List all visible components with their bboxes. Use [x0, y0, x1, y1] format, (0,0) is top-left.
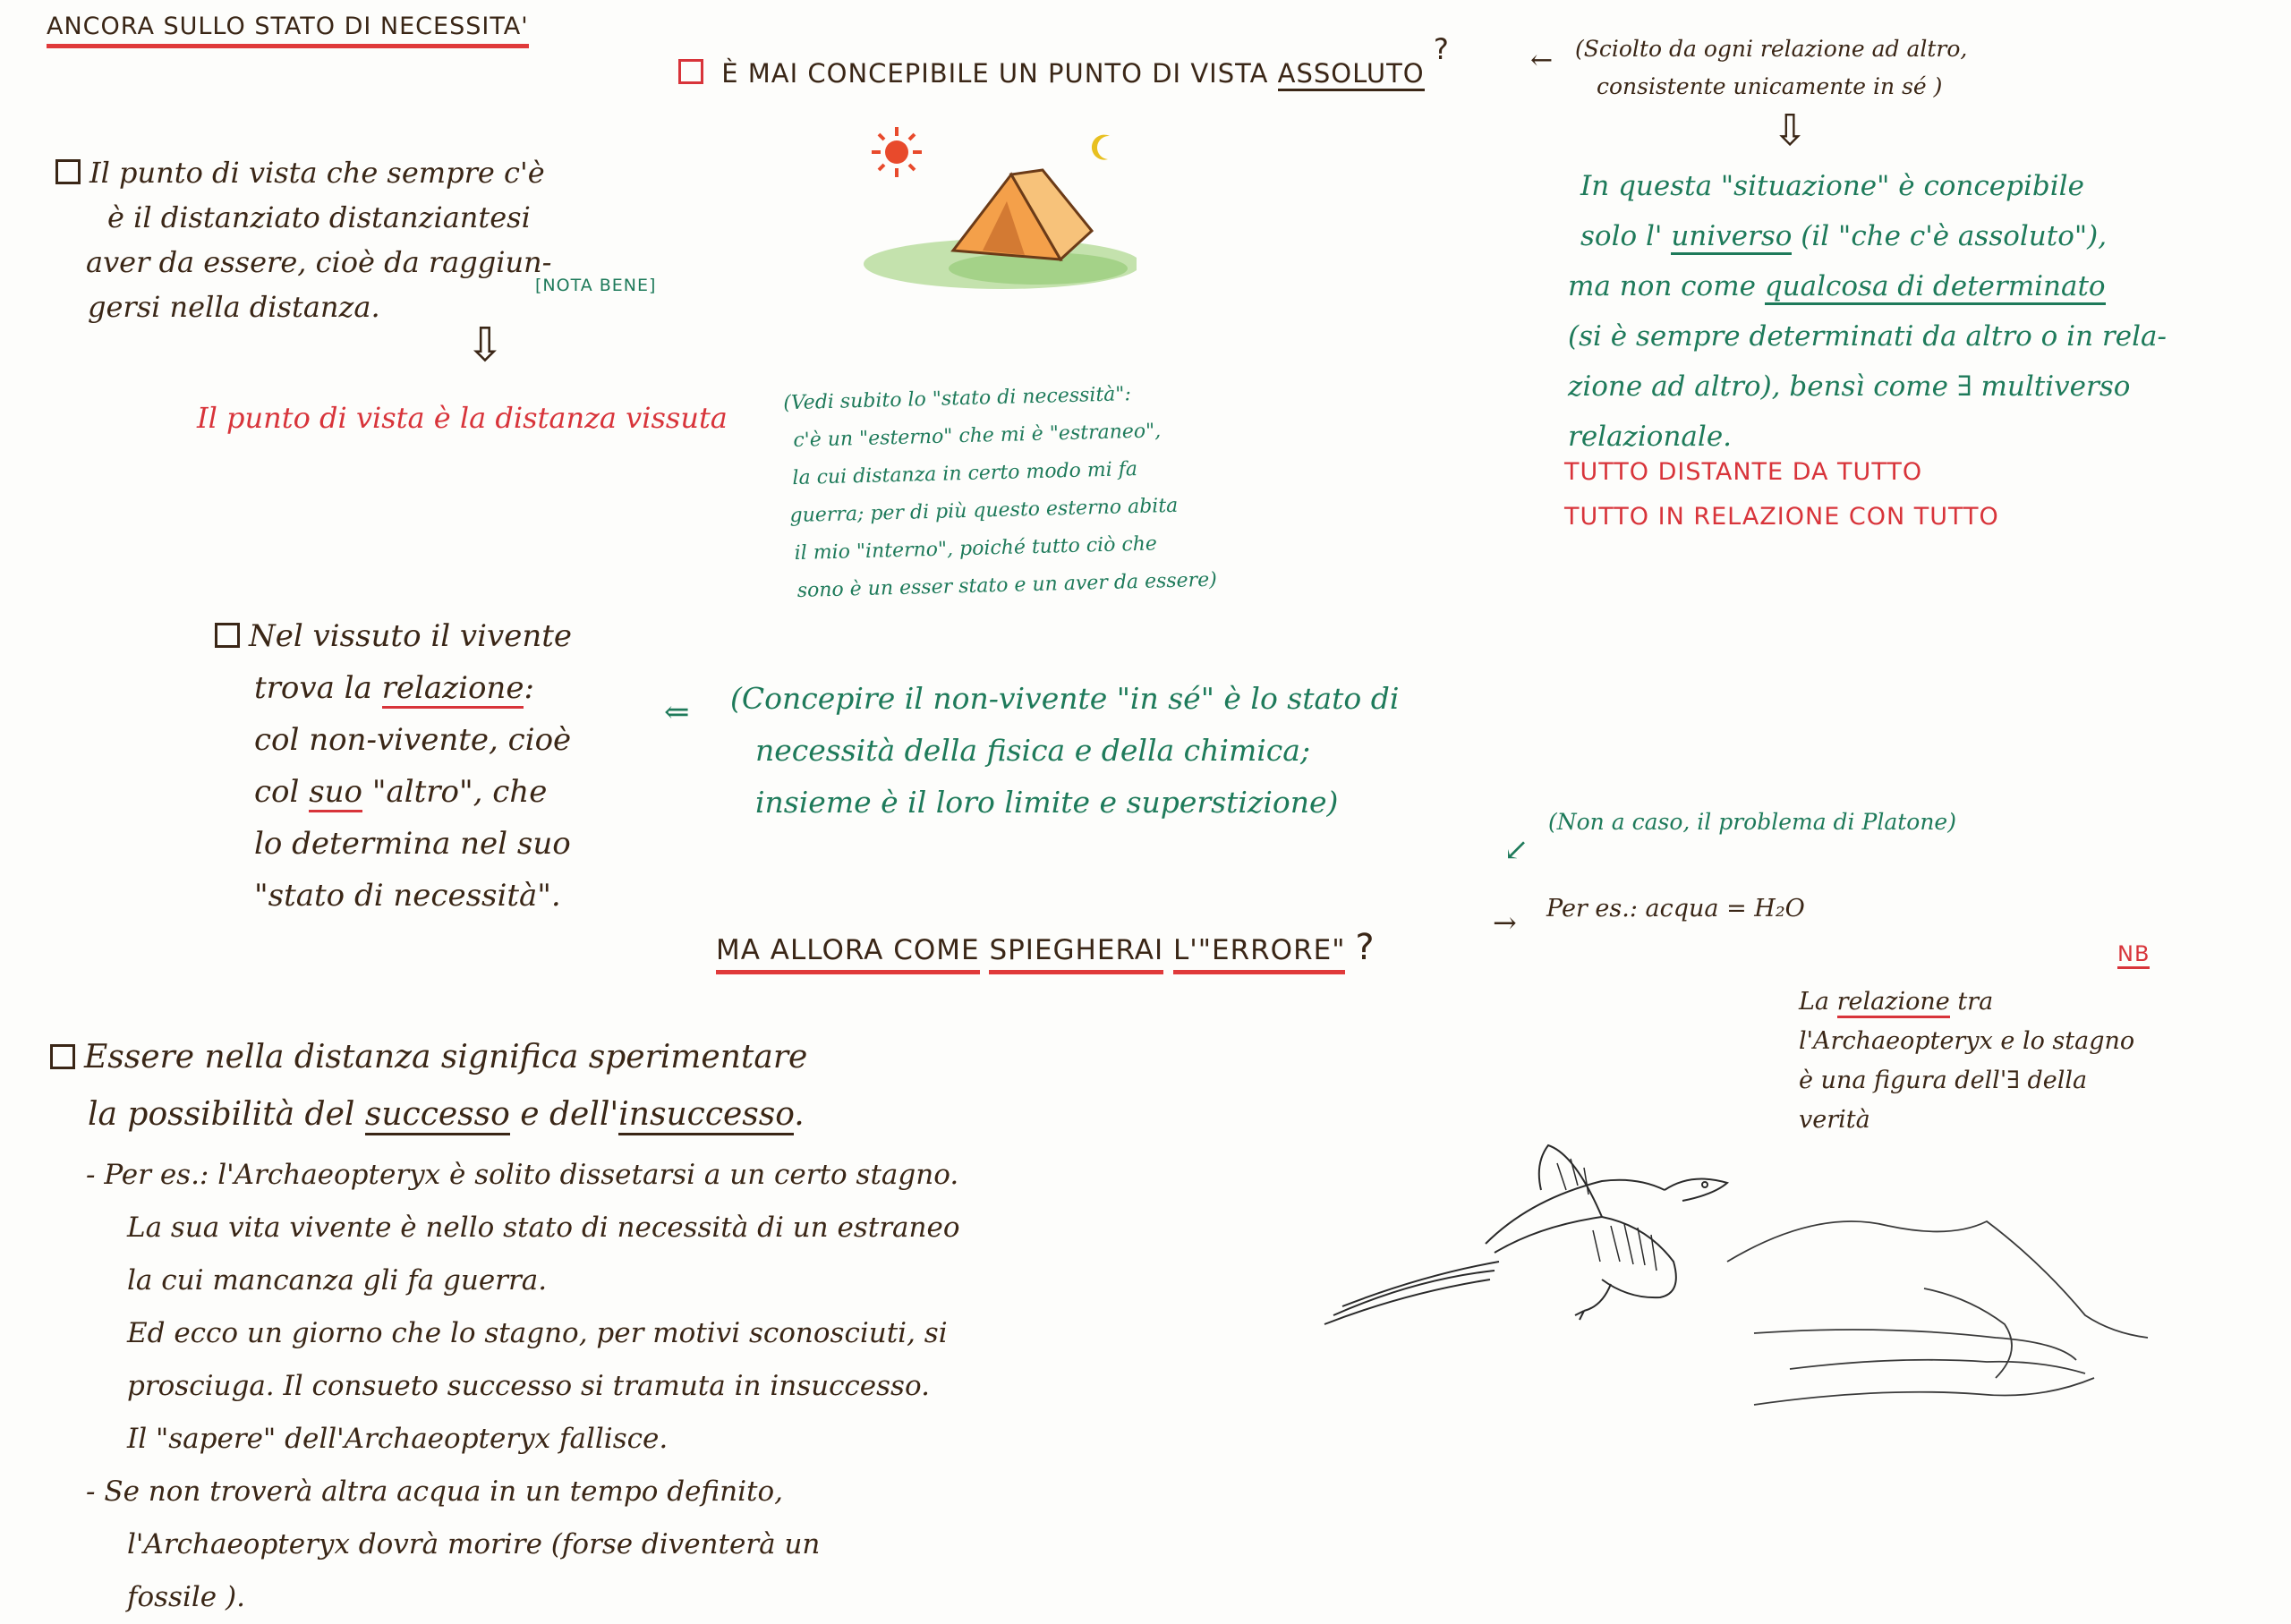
- sun-icon: [872, 127, 922, 177]
- middle-left-line2-c: :: [524, 670, 534, 706]
- error-example: Per es.: acqua = H₂O: [1546, 895, 1805, 923]
- bottom-left-line2-e: .: [794, 1096, 805, 1133]
- down-arrow-icon: ⇩: [1772, 106, 1809, 156]
- absolute-question: [678, 32, 1450, 89]
- checkbox-icon: [55, 159, 81, 184]
- left-block-1-line4: gersi nella distanza.: [88, 290, 380, 324]
- bottom-left-insuccesso: insuccesso: [618, 1096, 794, 1135]
- absolute-note-line2: consistente unicamente in sé ): [1597, 73, 1943, 99]
- page-title-text: ANCORA SULLO STATO DI NECESSITA': [47, 13, 529, 48]
- nb-line1-a: La: [1799, 988, 1830, 1016]
- platone-note: (Non a caso, il problema di Platone): [1548, 809, 1956, 835]
- right-block-line2-a: solo l': [1580, 220, 1663, 252]
- absolute-question-mark: ?: [1433, 32, 1450, 66]
- tent-drawing: [832, 116, 1137, 295]
- bottom-left-line1: [50, 1029, 807, 1086]
- left-block-1-line1: [55, 150, 551, 195]
- error-example-arrow: →: [1493, 906, 1517, 940]
- platone-arrow: ↙: [1503, 832, 1529, 868]
- moon-icon: [1092, 135, 1110, 160]
- left-block-1: [55, 150, 551, 329]
- middle-left-suo: suo: [309, 774, 362, 812]
- nota-bene-label: [NOTA BENE]: [535, 276, 657, 295]
- green-note-line1: (Vedi subito lo "stato di necessità":: [782, 383, 1132, 415]
- left-block-1-line2: è il distanziato distanziantesi: [107, 200, 531, 234]
- left-block-1-line3: aver da essere, cioè da raggiun-: [86, 245, 552, 279]
- page-title: [47, 13, 529, 40]
- bottom-left-example: [86, 1149, 959, 1624]
- checkbox-icon: [50, 1044, 75, 1069]
- middle-green-line3: insieme è il loro limite e superstizione): [755, 785, 1339, 820]
- middle-left-line5: lo determina nel suo: [254, 826, 571, 862]
- right-block-red1: TUTTO DISTANTE DA TUTTO: [1564, 458, 1923, 486]
- right-block: [1568, 161, 2167, 462]
- nb-line3: è una figura dell'∃ della: [1799, 1067, 2088, 1094]
- bottom-left-p7: - Se non troverà altra acqua in un tempo definito,: [86, 1475, 783, 1508]
- right-block-line5: zione ad altro), bensì come ∃ multiverso: [1568, 370, 2131, 403]
- nb-line1: [1799, 982, 2134, 1022]
- green-note-line6: sono è un esser stato e un aver da essere): [796, 568, 1218, 602]
- middle-green-arrow: ⇐: [664, 694, 690, 730]
- middle-left-line4-c: "altro", che: [371, 774, 548, 810]
- middle-left-line6: "stato di necessità".: [254, 878, 561, 914]
- right-block-line2-c: (il "che c'è assoluto"),: [1801, 220, 2108, 252]
- right-block-line4: (si è sempre determinati da altro o in rela-: [1568, 320, 2167, 353]
- middle-left-line2: [215, 662, 572, 714]
- green-note: [783, 374, 1218, 610]
- landscape-sketch: [1700, 1199, 2166, 1432]
- middle-green-line1: (Concepire il non-vivente "in sé" è lo stato di: [730, 681, 1400, 716]
- right-block-universo: universo: [1671, 220, 1792, 255]
- down-arrow-icon: ⇩: [465, 319, 505, 372]
- bottom-left-block: [50, 1029, 807, 1144]
- absolute-note-line1: (Sciolto da ogni relazione ad altro,: [1575, 36, 1968, 62]
- bottom-left-p2: La sua vita vivente è nello stato di necessità di un estraneo: [127, 1212, 960, 1244]
- error-question-mark: ?: [1355, 927, 1375, 968]
- nb-line4: verità: [1799, 1106, 1870, 1134]
- middle-left-block: [215, 610, 572, 922]
- middle-left-text1: Nel vissuto il vivente: [249, 618, 573, 654]
- right-block-line3-a: ma non come: [1568, 270, 1756, 302]
- absolute-question-emphasis: ASSOLUTO: [1278, 58, 1425, 91]
- right-block-determinato: qualcosa di determinato: [1765, 270, 2106, 305]
- middle-left-relazione: relazione: [382, 670, 524, 709]
- green-note-line3: la cui distanza in certo modo mi fa: [792, 457, 1138, 490]
- bottom-left-text1: Essere nella distanza significa sperimentare: [84, 1039, 808, 1076]
- bottom-left-p8: l'Archaeopteryx dovrà morire (forse diventerà un: [127, 1528, 821, 1560]
- right-block-line2: [1568, 211, 2167, 261]
- nb-relazione: relazione: [1837, 988, 1950, 1018]
- middle-left-line2-a: trova la: [254, 670, 372, 706]
- right-block-line3: [1568, 261, 2167, 311]
- error-question: [716, 927, 1375, 968]
- error-question-a: MA ALLORA COME: [716, 934, 980, 974]
- middle-left-line3: col non-vivente, cioè: [254, 722, 572, 758]
- bottom-left-line2-a: la possibilità del: [88, 1096, 355, 1133]
- middle-green-block: [730, 673, 1399, 829]
- error-question-c: L'"ERRORE": [1173, 934, 1346, 974]
- green-note-line2: c'è un "esterno" che mi è "estraneo",: [793, 420, 1162, 453]
- checkbox-icon: [215, 623, 240, 648]
- right-block-line1: In questa "situazione" è concepibile: [1580, 170, 2084, 202]
- bottom-left-p4: Ed ecco un giorno che lo stagno, per motivi sconosciuti, si: [127, 1317, 948, 1349]
- nb-line2: l'Archaeopteryx e lo stagno: [1799, 1027, 2135, 1055]
- bottom-left-successo: successo: [365, 1096, 510, 1135]
- nb-line1-c: tra: [1957, 988, 1994, 1016]
- bottom-left-p1: - Per es.: l'Archaeopteryx è solito dissetarsi a un certo stagno.: [86, 1159, 959, 1191]
- bottom-left-line2-c: e dell': [520, 1096, 619, 1133]
- nb-text: NB: [2117, 941, 2150, 969]
- right-block-red2: TUTTO IN RELAZIONE CON TUTTO: [1564, 503, 1999, 531]
- checkbox-icon: [678, 59, 703, 84]
- absolute-note-arrow: ←: [1530, 45, 1554, 76]
- left-block-1-conclusion: Il punto di vista è la distanza vissuta: [197, 401, 728, 435]
- bottom-left-p9: fossile ).: [127, 1581, 245, 1613]
- nb-block: [1799, 982, 2134, 1140]
- error-question-b: SPIEGHERAI: [989, 934, 1163, 974]
- nb-label: [2117, 941, 2150, 966]
- bottom-left-line2: [50, 1086, 807, 1144]
- middle-left-line4: [215, 766, 572, 818]
- left-block-1-text1: Il punto di vista che sempre c'è: [89, 156, 545, 190]
- middle-left-line4-a: col: [254, 774, 300, 810]
- bottom-left-p5: prosciuga. Il consueto successo si tramuta in insuccesso.: [127, 1370, 930, 1402]
- green-note-line5: il mio "interno", poiché tutto ciò che: [794, 532, 1158, 565]
- green-note-line4: guerra; per di più questo esterno abita: [789, 494, 1179, 528]
- absolute-question-prefix: È MAI CONCEPIBILE UN PUNTO DI VISTA: [721, 58, 1269, 89]
- middle-left-line1: [215, 610, 572, 662]
- right-block-line6: relazionale.: [1568, 421, 1733, 453]
- middle-green-line2: necessità della fisica e della chimica;: [755, 733, 1311, 768]
- bottom-left-p3: la cui mancanza gli fa guerra.: [127, 1264, 548, 1297]
- bottom-left-p6: Il "sapere" dell'Archaeopteryx fallisce.: [127, 1423, 669, 1455]
